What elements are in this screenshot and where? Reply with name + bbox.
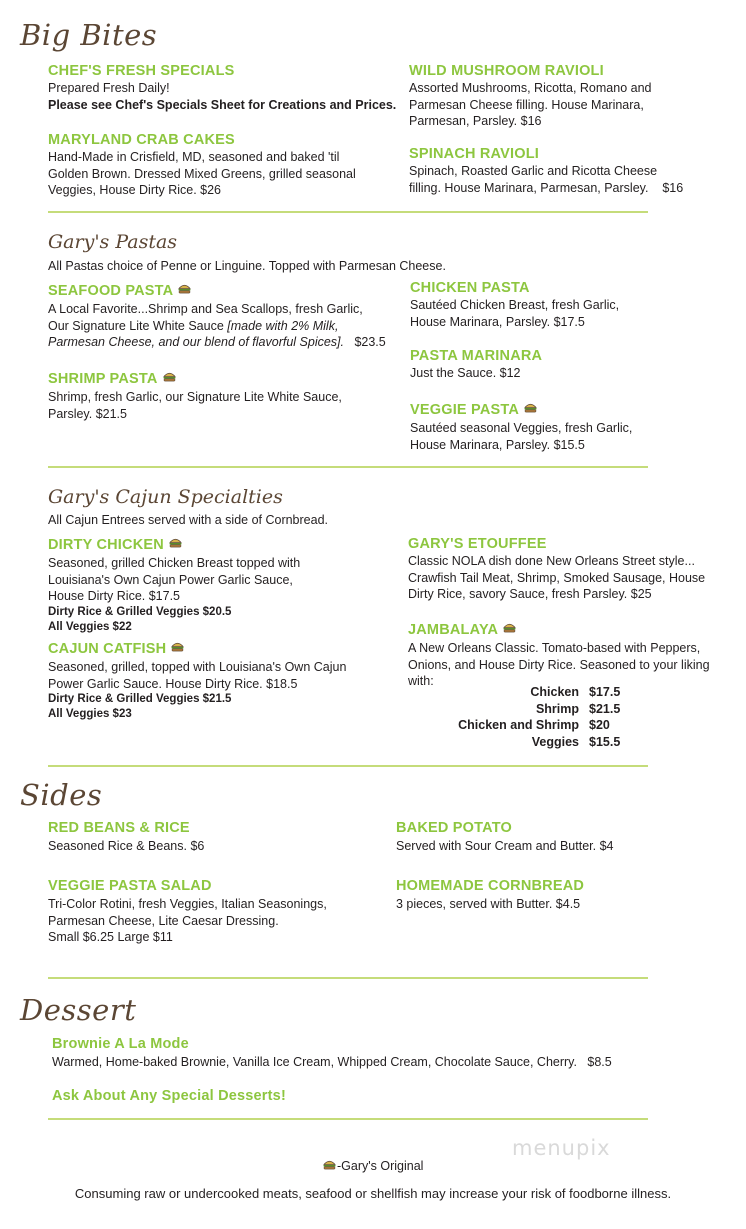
item-desc: Parmesan, Parsley. $16: [409, 114, 542, 128]
legend: [322, 1158, 423, 1175]
item-name: SPINACH RAVIOLI: [409, 146, 540, 162]
menu-item-spinach-ravioli: [409, 146, 683, 196]
item-name: PASTA MARINARA: [410, 348, 543, 364]
price-row: [420, 734, 635, 751]
item-desc: Parsley. $21.5: [48, 406, 127, 421]
item-desc: with:: [408, 674, 434, 688]
item-name: CHEF'S FRESH SPECIALS: [48, 63, 235, 79]
item-option: All Veggies $22: [48, 620, 132, 633]
menu-item-mushroom-ravioli: [409, 63, 651, 130]
burger-badge-icon: [502, 622, 517, 633]
item-desc: [409, 180, 683, 197]
item-name: JAMBALAYA: [408, 622, 499, 638]
item-name: GARY'S ETOUFFEE: [408, 536, 547, 552]
option-price: $17.5: [589, 685, 621, 699]
item-name: DIRTY CHICKEN: [48, 537, 164, 553]
item-desc: Veggies, House Dirty Rice. $26: [48, 183, 222, 197]
price-row: [420, 717, 635, 734]
item-desc-note: Parmesan Cheese, and our blend of flavorful Spices].: [48, 335, 345, 349]
item-desc: Just the Sauce. $12: [410, 366, 521, 380]
item-desc: Seasoned, grilled Chicken Breast topped with: [48, 556, 301, 570]
menu-item-red-beans: [48, 820, 204, 855]
special-desserts-note: Ask About Any Special Desserts!: [52, 1088, 286, 1104]
item-desc: Louisiana's Own Cajun Power Garlic Sauce,: [48, 572, 293, 587]
item-desc: Served with Sour Cream and Butter. $4: [396, 839, 614, 853]
item-name: SHRIMP PASTA: [48, 371, 158, 387]
divider: [48, 765, 648, 767]
item-price: $16: [662, 180, 684, 195]
divider: [48, 211, 648, 213]
item-name: HOMEMADE CORNBREAD: [396, 878, 585, 894]
item-option: All Veggies $23: [48, 708, 132, 720]
option-price: $15.5: [589, 734, 621, 749]
item-desc: Parmesan Cheese filling. House Marinara,: [409, 97, 644, 112]
item-desc: [48, 318, 386, 335]
item-desc: House Marinara, Parsley. $15.5: [410, 437, 585, 452]
menu-item-crab-cakes: [48, 132, 356, 199]
item-desc: A New Orleans Classic. Tomato-based with Peppers,: [408, 641, 701, 655]
section-heading-dessert: Dessert: [20, 993, 137, 1027]
item-desc: Hand-Made in Crisfield, MD, seasoned and baked 'til: [48, 150, 340, 164]
item-name-row: [48, 283, 386, 299]
divider: [48, 977, 648, 979]
item-name: CAJUN CATFISH: [48, 641, 167, 657]
item-desc: Spinach, Roasted Garlic and Ricotta Cheese: [409, 164, 658, 178]
item-desc-text: filling. House Marinara, Parmesan, Parsley.: [409, 180, 649, 195]
item-desc: House Marinara, Parsley. $17.5: [410, 314, 585, 329]
menu-item-chicken-pasta: [410, 280, 619, 330]
option-label: Chicken and Shrimp: [458, 718, 579, 732]
section-heading-sides: Sides: [20, 778, 103, 812]
menu-item-dirty-chicken: [48, 537, 300, 635]
item-desc: 3 pieces, served with Butter. $4.5: [396, 897, 581, 911]
menu-item-brownie: [52, 1036, 612, 1071]
item-name-row: [48, 371, 342, 387]
item-name: SEAFOOD PASTA: [48, 283, 174, 299]
option-price: $21.5: [589, 701, 621, 716]
section-heading-big-bites: Big Bites: [20, 18, 158, 52]
option-label: Chicken: [530, 685, 579, 699]
item-desc: Sautéed Chicken Breast, fresh Garlic,: [410, 298, 620, 312]
item-option: Dirty Rice & Grilled Veggies $21.5: [48, 693, 232, 705]
burger-badge-icon: [523, 402, 538, 413]
item-name: VEGGIE PASTA SALAD: [48, 878, 212, 894]
menu-item-etouffee: [408, 536, 705, 603]
menu-item-baked-potato: [396, 820, 613, 855]
option-label: Veggies: [531, 734, 579, 749]
option-price: $20: [589, 718, 610, 732]
item-price: $23.5: [354, 335, 386, 349]
item-option: Dirty Rice & Grilled Veggies $20.5: [48, 605, 232, 618]
menu-item-pasta-marinara: [410, 348, 542, 382]
item-name-row: [48, 641, 346, 657]
item-desc: Prepared Fresh Daily!: [48, 81, 170, 95]
burger-badge-icon: [177, 283, 192, 294]
item-desc: House Dirty Rice. $17.5: [48, 589, 181, 603]
menu-item-cornbread: [396, 878, 584, 913]
item-name-row: [408, 622, 710, 638]
item-name: MARYLAND CRAB CAKES: [48, 132, 235, 148]
item-desc: Shrimp, fresh Garlic, our Signature Lite White Sauce,: [48, 390, 342, 404]
menu-item-chefs-specials: [48, 63, 396, 113]
item-name: BAKED POTATO: [396, 820, 512, 836]
menu-item-jambalaya: [408, 622, 710, 690]
burger-badge-icon: [168, 537, 183, 548]
item-name: CHICKEN PASTA: [410, 280, 530, 296]
item-desc: A Local Favorite...Shrimp and Sea Scallops, fresh Garlic,: [48, 302, 363, 316]
menu-item-pasta-salad: [48, 878, 327, 946]
item-desc: Classic NOLA dish done New Orleans Street style...: [408, 554, 695, 568]
item-desc: Sautéed seasonal Veggies, fresh Garlic,: [410, 421, 633, 435]
item-desc-text: Warmed, Home-baked Brownie, Vanilla Ice Cream, Whipped Cream, Chocolate Sauce, Cherry.: [52, 1055, 577, 1069]
watermark-logo: menupix: [512, 1136, 611, 1160]
item-desc: Golden Brown. Dressed Mixed Greens, grilled seasonal: [48, 166, 356, 181]
item-desc-text: Our Signature Lite White Sauce: [48, 318, 224, 333]
item-desc: Parmesan Cheese, Lite Caesar Dressing.: [48, 913, 279, 928]
jambalaya-price-list: [420, 684, 635, 750]
burger-badge-icon: [170, 641, 185, 652]
item-desc-note: [made with 2% Milk,: [227, 318, 339, 333]
burger-badge-icon: [162, 371, 177, 382]
option-label: Shrimp: [535, 701, 579, 716]
item-desc: Crawfish Tail Meat, Shrimp, Smoked Sausage, House: [408, 570, 706, 585]
item-name: VEGGIE PASTA: [410, 402, 520, 418]
legend-text: -Gary's Original: [337, 1159, 424, 1173]
item-name-row: [410, 402, 632, 418]
item-name: RED BEANS & RICE: [48, 820, 190, 836]
item-desc: Dirty Rice, savory Sauce, fresh Parsley. $25: [408, 587, 652, 601]
item-desc: Seasoned Rice & Beans. $6: [48, 839, 205, 853]
menu-item-cajun-catfish: [48, 641, 346, 722]
section-heading-pastas: Gary's Pastas: [48, 231, 178, 253]
menu-item-seafood-pasta: [48, 283, 386, 351]
item-desc: Onions, and House Dirty Rice. Seasoned to your liking: [408, 657, 710, 672]
food-safety-warning: Consuming raw or undercooked meats, seafood or shellfish may increase your risk of foodborne illness.: [74, 1186, 672, 1201]
menu-item-veggie-pasta: [410, 402, 632, 453]
divider: [48, 1118, 648, 1120]
item-desc: Small $6.25 Large $11: [48, 930, 173, 944]
burger-badge-icon: [322, 1159, 337, 1170]
price-row: [420, 684, 635, 701]
item-name: Brownie A La Mode: [52, 1036, 189, 1052]
item-desc: Assorted Mushrooms, Ricotta, Romano and: [409, 81, 652, 95]
item-desc: [48, 334, 386, 351]
item-desc: [52, 1054, 612, 1071]
section-heading-cajun: Gary's Cajun Specialties: [48, 486, 283, 508]
item-price: $8.5: [587, 1055, 612, 1069]
section-intro: All Pastas choice of Penne or Linguine. Topped with Parmesan Cheese.: [48, 259, 446, 273]
menu-item-shrimp-pasta: [48, 371, 342, 422]
section-intro: All Cajun Entrees served with a side of Cornbread.: [48, 513, 329, 527]
item-desc: Seasoned, grilled, topped with Louisiana's Own Cajun: [48, 660, 347, 674]
item-name-row: [48, 537, 300, 553]
item-name: WILD MUSHROOM RAVIOLI: [409, 63, 604, 79]
price-row: [420, 701, 635, 718]
item-desc: Tri-Color Rotini, fresh Veggies, Italian Seasonings,: [48, 897, 327, 911]
item-note: Please see Chef's Specials Sheet for Creations and Prices.: [48, 97, 397, 112]
item-desc: Power Garlic Sauce. House Dirty Rice. $18.5: [48, 676, 298, 691]
divider: [48, 466, 648, 468]
